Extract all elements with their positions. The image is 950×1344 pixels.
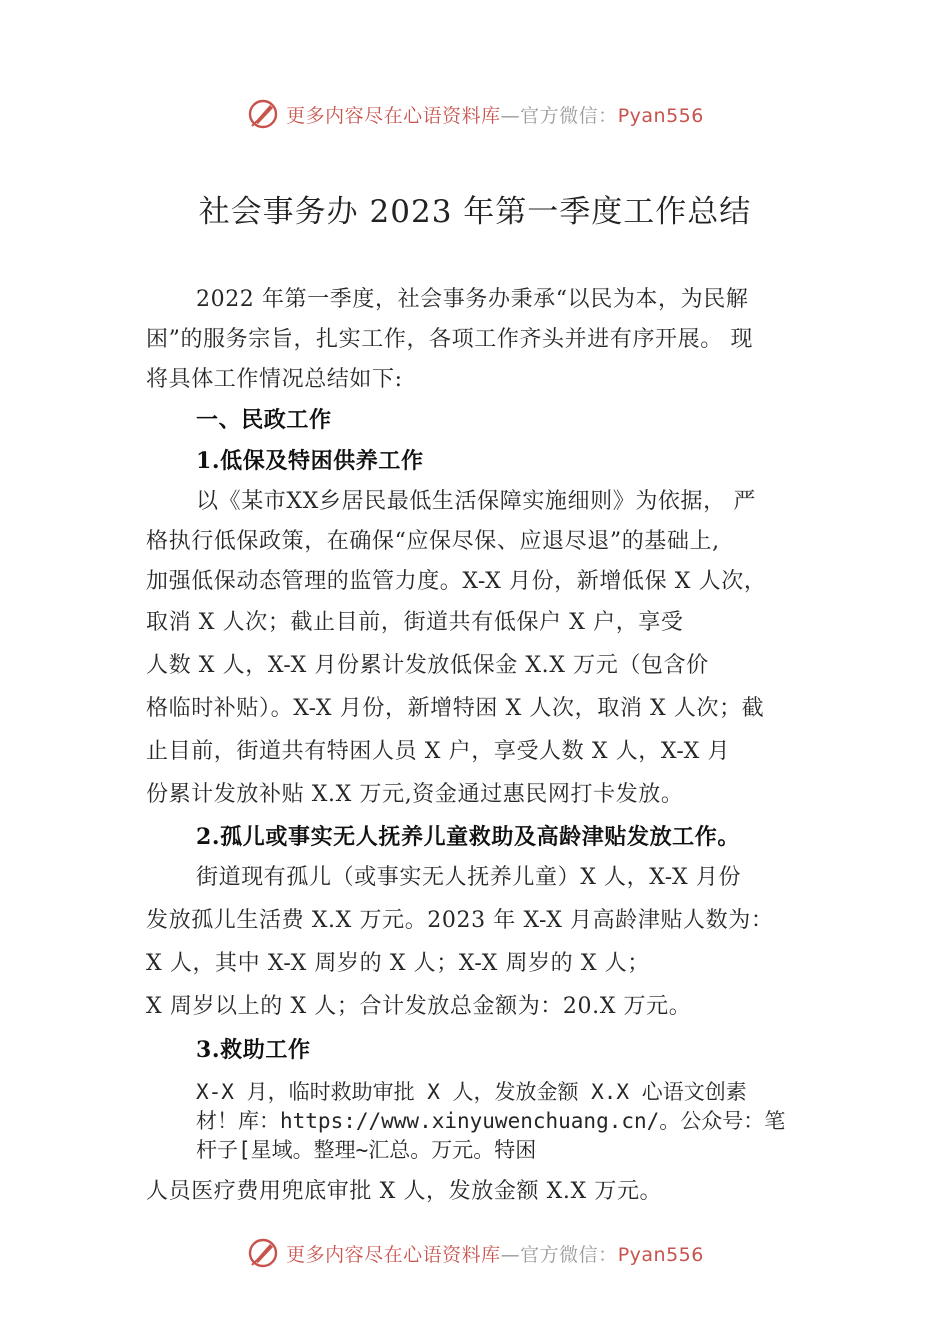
paragraph-line: 以《某市XX乡居民最低生活保障实施细则》为依据， 严: [196, 489, 756, 514]
watermark-text: 更多内容尽在心语资料库—官方微信：Pyan556: [286, 1243, 704, 1266]
paragraph-line: 材！库：https://www.xinyuwenchuang.cn/。公众号：笔: [196, 1109, 786, 1133]
paragraph-line: 止目前，街道共有特困人员 X 户，享受人数 X 人，X-X 月: [146, 739, 731, 764]
paragraph-line: 困”的服务宗旨，扎实工作，各项工作齐头并进有序开展。 现: [146, 327, 754, 352]
paragraph-line: 份累计发放补贴 X.X 万元,资金通过惠民网打卡发放。: [146, 782, 684, 807]
watermark-text: 更多内容尽在心语资料库—官方微信：Pyan556: [286, 104, 704, 127]
paragraph-line: 加强低保动态管理的监管力度。X-X 月份，新增低保 X 人次，: [146, 569, 767, 594]
subsection-heading: 2.孤儿或事实无人抚养儿童救助及高龄津贴发放工作。: [196, 824, 740, 850]
paragraph-line: 发放孤儿生活费 X.X 万元。2023 年 X-X 月高龄津贴人数为：: [146, 908, 774, 933]
paragraph-line: X-X 月，临时救助审批 X 人，发放金额 X.X 心语文创素: [196, 1080, 747, 1104]
document-title: 社会事务办 2023 年第一季度工作总结: [198, 194, 752, 230]
subsection-heading: 3.救助工作: [196, 1037, 311, 1063]
paragraph-line: 街道现有孤儿（或事实无人抚养儿童）X 人，X-X 月份: [196, 865, 742, 890]
subsection-heading: 1.低保及特困供养工作: [196, 448, 424, 474]
paragraph-line: 2022 年第一季度，社会事务办秉承“以民为本，为民解: [196, 287, 749, 312]
paragraph-line: 格执行低保政策，在确保“应保尽保、应退尽退”的基础上,: [146, 529, 720, 554]
paragraph-line: X 周岁以上的 X 人；合计发放总金额为：20.X 万元。: [146, 994, 692, 1019]
paragraph-line: 格临时补贴）。X-X 月份，新增特困 X 人次，取消 X 人次；截: [146, 696, 765, 721]
paragraph-line: 取消 X 人次；截止目前，街道共有低保户 X 户，享受: [146, 610, 684, 635]
paragraph-line: 人数 X 人，X-X 月份累计发放低保金 X.X 万元（包含价: [146, 653, 709, 678]
paragraph-line: X 人，其中 X-X 周岁的 X 人；X-X 周岁的 X 人；: [146, 951, 650, 976]
watermark-banner-bottom: [0, 1233, 950, 1273]
section-heading: 一、民政工作: [196, 407, 332, 433]
paragraph-line: 人员医疗费用兜底审批 X 人，发放金额 X.X 万元。: [146, 1179, 663, 1204]
paragraph-line: 杆子[星域。整理~汇总。万元。特困: [196, 1138, 537, 1162]
quill-seal-icon: [246, 1236, 280, 1270]
watermark-banner-top: [0, 94, 950, 134]
quill-seal-icon: [246, 97, 280, 131]
paragraph-line: 将具体工作情况总结如下:: [146, 367, 403, 392]
